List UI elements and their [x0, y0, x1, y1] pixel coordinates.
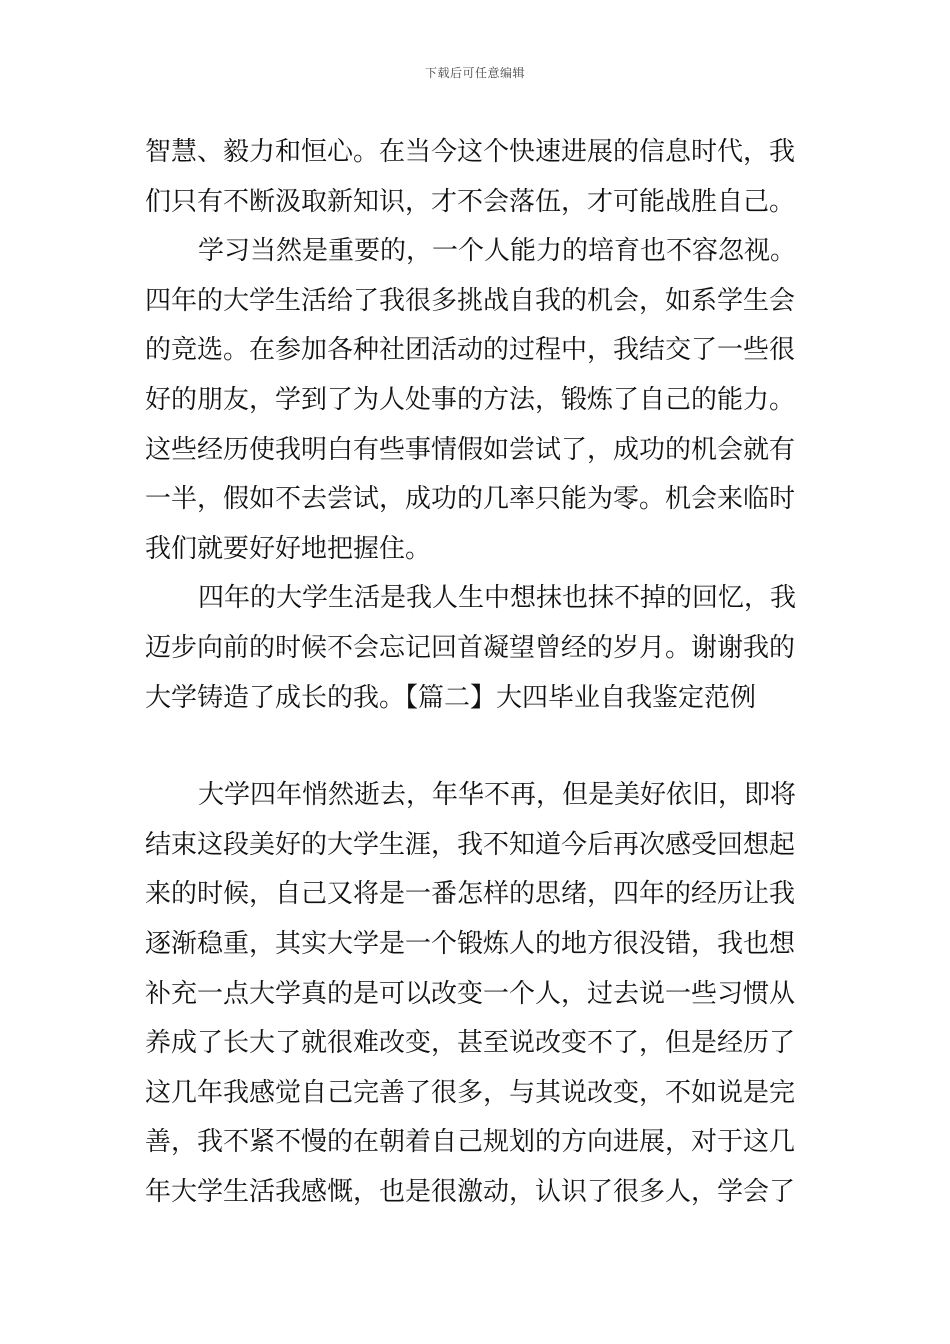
text-line: 们只有不断汲取新知识，才不会落伍，才可能战胜自己。: [145, 186, 796, 217]
text-line: 好的朋友，学到了为人处事的方法，锻炼了自己的能力。: [145, 384, 796, 415]
document-body: [145, 128, 810, 1217]
text-line: 的竞选。在参加各种社团活动的过程中，我结交了一些很: [145, 335, 796, 366]
text-line: 逐渐稳重，其实大学是一个锻炼人的地方很没错，我也想: [145, 928, 796, 959]
text-line: 智慧、毅力和恒心。在当今这个快速进展的信息时代，我: [145, 137, 796, 167]
page-header: 下载后可任意编辑: [424, 66, 525, 80]
text-line: 我们就要好好地把握住。: [145, 533, 432, 564]
text-line: 来的时候，自己又将是一番怎样的思绪，四年的经历让我: [145, 879, 796, 910]
text-line: 年大学生活我感慨，也是很激动，认识了很多人，学会了: [145, 1176, 796, 1207]
paragraph-start-line: 学习当然是重要的，一个人能力的培育也不容忽视。: [198, 236, 797, 267]
text-line: 迈步向前的时候不会忘记回首凝望曾经的岁月。谢谢我的: [145, 632, 796, 663]
text-line: 善，我不紧不慢的在朝着自己规划的方向进展，对于这几: [145, 1127, 796, 1158]
text-line: 一半，假如不去尝试，成功的几率只能为零。机会来临时: [145, 484, 796, 515]
text-line: 这几年我感觉自己完善了很多，与其说改变，不如说是完: [145, 1077, 796, 1108]
paragraph-start-line: 四年的大学生活是我人生中想抹也抹不掉的回忆，我: [198, 583, 797, 614]
text-line: 这些经历使我明白有些事情假如尝试了，成功的机会就有: [145, 434, 796, 465]
text-line: 补充一点大学真的是可以改变一个人，过去说一些习惯从: [145, 978, 796, 1009]
text-line: 大学铸造了成长的我。【篇二】大四毕业自我鉴定范例: [145, 682, 757, 713]
text-line: 四年的大学生活给了我很多挑战自我的机会，如系学生会: [145, 285, 796, 316]
text-line: 结束这段美好的大学生涯，我不知道今后再次感受回想起: [145, 829, 796, 860]
paragraph-gap: [145, 723, 810, 771]
paragraph-start-line: 大学四年悄然逝去，年华不再，但是美好依旧，即将: [198, 780, 797, 811]
text-line: 养成了长大了就很难改变，甚至说改变不了，但是经历了: [145, 1028, 796, 1059]
